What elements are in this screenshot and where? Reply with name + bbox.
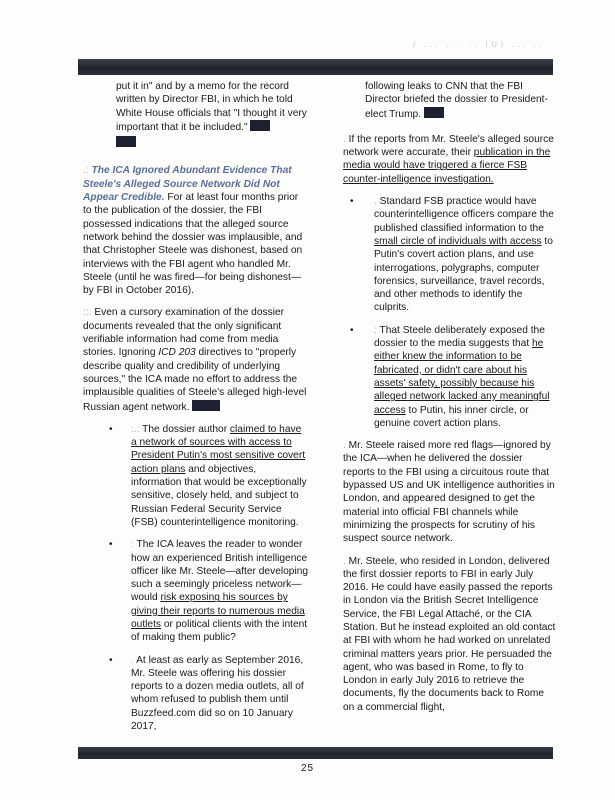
bullet-icon: • bbox=[350, 196, 354, 208]
right-paragraph-1: following leaks to CNN that the FBI Director briefed the dossier to President-elect Trump. bbox=[365, 81, 548, 120]
left-bullet-list bbox=[83, 423, 309, 734]
redaction-block bbox=[116, 136, 136, 147]
right-paragraph-2: . If the reports from Mr. Steele's alleged source network were accurate, their publication in the media would have triggered a fierce FSB counter-intelligence investigation. bbox=[343, 133, 554, 185]
left-paragraph-3: ::: Even a cursory examination of the dossier documents revealed that the only significant verifiable information had come from media stories. Ignoring ICD 203 directives to "properly describe quality and credibility of underlying sources," the ICA made no effort to address the implausible qualities of Steele's alleged high-level Russian agent network. bbox=[83, 307, 307, 413]
list-item: • :.: The dossier author claimed to have a network of sources with access to President Putin's most sensitive covert action plans and objectives, information that would be exceptionally sensitive, closely held, and subject to Russian Federal Security Service (FSB) counterintelligence monitoring. bbox=[109, 423, 307, 528]
list-item: • : That Steele deliberately exposed the dossier to the media suggests that he either knew the information to be fabricated, or didn't care about his assets' safety, possibly because his alleged network lacked any meaningful access to Putin, his inner circle, or genuine covert action plans. bbox=[350, 324, 550, 429]
redaction-block bbox=[192, 400, 220, 411]
left-column bbox=[83, 80, 309, 742]
left-paragraph-2: .: The ICA Ignored Abundant Evidence That Steele's Alleged Source Network Did Not Appear Credible. For at least four months prior to the publication of the dossier, the FBI possessed indications that the alleged source network behind the dossier was implausible, and that Christopher Steele was dishonest, based on interviews with the FBI agent who handled Mr. Steele (until he was fired—for being dishonest—by FBI in October 2016). bbox=[83, 165, 303, 297]
bullet-icon: • bbox=[350, 324, 354, 336]
redaction-block bbox=[250, 120, 270, 131]
bullet-icon: • bbox=[109, 539, 113, 551]
bullet-icon: • bbox=[109, 423, 113, 435]
list-item: • . At least as early as September 2016, Mr. Steele was offering his dossier reports to a dozen media outlets, all of whom refused to publish them until Buzzfeed.com did so on 10 January 2017, bbox=[109, 654, 304, 733]
portion-marking: . bbox=[343, 555, 349, 567]
right-column bbox=[343, 80, 557, 723]
portion-marking: .: bbox=[83, 165, 92, 177]
section-heading: The ICA Ignored Abundant Evidence That Steele's Alleged Source Network Did Not Appear Credible. bbox=[83, 165, 292, 204]
bottom-redaction-bar bbox=[78, 747, 553, 759]
top-redaction-bar bbox=[78, 59, 553, 75]
right-paragraph-3: . Mr. Steele raised more red flags—ignored by the ICA—when he delivered the dossier reports to the FBI using a circuitous route that bypassed US and UK intelligence authorities in London, and appeared designed to get the material into official FBI channels while minimizing the prospects for scrutiny of his suspect source network. bbox=[343, 440, 555, 545]
right-paragraph-4: . Mr. Steele, who resided in London, delivered the first dossier reports to FBI in early July 2016. He could have easily passed the reports in London via the British Secret Intelligence Service, the FBI Legal Attaché, or the CIA Station. But he instead exploited an old contact at FBI with whom he had worked on unrelated criminal matters years prior. He persuaded the agent, who was based in Rome, to fly to London in early July 2016 to retrieve the documents, fly the documents back to Rome on a commercial flight, bbox=[343, 555, 556, 713]
list-item: • . Standard FSB practice would have counterintelligence officers compare the published classified information to the small circle of individuals with access to Putin's covert action plans, and use interrogations, polygraphs, computer forensics, surveillance, travel records, and other methods to identify the culprits. bbox=[350, 196, 554, 314]
portion-marking: ::: bbox=[83, 307, 95, 319]
list-item: • : The ICA leaves the reader to wonder how an experienced British intelligence officer like Mr. Steele—after developing such a seemingly priceless network—would risk exposing his sources by giving their reports to numerous media outlets or political clients with the intent of making them public? bbox=[109, 539, 309, 644]
right-bullet-list bbox=[343, 195, 557, 430]
portion-marking: . bbox=[343, 133, 349, 145]
redaction-block bbox=[424, 107, 444, 118]
page-number: 25 bbox=[300, 763, 315, 774]
bullet-icon: • bbox=[109, 654, 113, 666]
left-paragraph-1: put it in" and by a memo for the record written by Director FBI, in which he told White House officials that "I thought it very important that it be included." bbox=[83, 80, 309, 150]
portion-marking: . bbox=[343, 440, 349, 452]
classification-header: / ... ... .. (U) ... .. bbox=[412, 40, 545, 49]
